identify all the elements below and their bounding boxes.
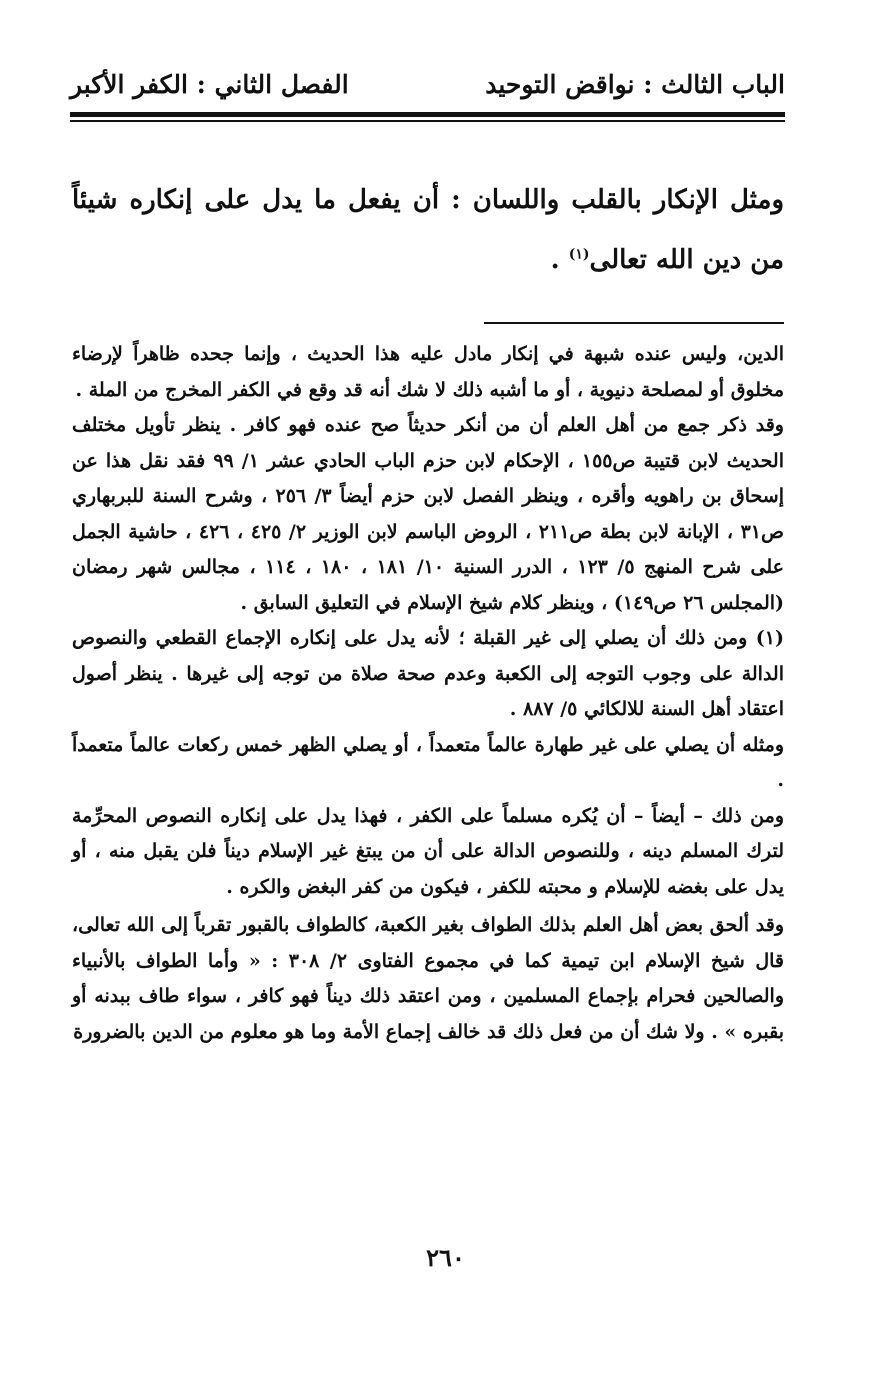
footnote-separator: [484, 322, 784, 324]
footnote-continuation-paragraph: وقد ذكر جمع من أهل العلم أن من أنكر حديثاً صح عنده فهو كافر . ينظر تأويل مختلف الحديث لابن قتيبة ص١٥٥ ، الإحكام لابن حزم الباب الحادي عشر ١/ ٩٩ فقد نقل هذا عن إسحاق بن راهويه وأقره ، وينظر الفصل لابن حزم أيضاً ٣/ ٢٥٦ ، وشرح السنة للبربهاري ص٣١ ، الإبانة لابن بطة ص٢١١ ، الروض الباسم لابن الوزير ٢/ ٤٢٥ ، ٤٢٦ ، حاشية الجمل على شرح المنهج ٥/ ١٢٣ ، الدرر السنية ١٠/ ١٨١ ، ١٨٠ ، ١١٤ ، مجالس شهر رمضان (المجلس ٢٦ ص١٤٩) ، وينظر كلام شيخ الإسلام في التعليق السابق .: [72, 414, 784, 614]
main-paragraph: ومثل الإنكار بالقلب واللسان : أن يفعل ما يدل على إنكاره شيئاً من دين الله تعالى: [72, 185, 784, 275]
main-body-text: [72, 170, 784, 290]
footnote-reference: (١): [568, 246, 590, 263]
header-chapter: الباب الثالث : نواقض التوحيد: [485, 70, 785, 99]
page-number: ٢٦٠: [426, 1243, 465, 1272]
header-rule-thin: [70, 120, 785, 122]
main-paragraph-end: .: [550, 245, 569, 275]
footnote-1-number: (١): [755, 627, 784, 649]
footnote-1-paragraph: ومن ذلك – أيضاً – أن يُكره مسلماً على الكفر ، فهذا يدل على إنكاره النصوص المحرِّمة لترك المسلم دينه ، وللنصوص الدالة على أن من يبتغ غير الإسلام ديناً فلن يقبل منه ، أو يدل على بغضه للإسلام و محبته للكفر ، فيكون من كفر البغض والكره .: [72, 804, 784, 898]
footnotes-area: [72, 337, 784, 1050]
footnote-continuation-paragraph: الدين، وليس عنده شبهة في إنكار مادل عليه هذا الحديث ، وإنما جحده ظاهراً لإرضاء مخلوق أو لمصلحة دنيوية ، أو ما أشبه ذلك لا شك أنه قد وقع في الكفر المخرج من الملة .: [72, 343, 784, 401]
running-header: [70, 66, 785, 110]
header-rule-thick: [70, 112, 785, 117]
header-section: الفصل الثاني : الكفر الأكبر: [70, 70, 349, 99]
footnote-1-paragraph: وقد ألحق بعض أهل العلم بذلك الطواف بغير الكعبة، كالطواف بالقبور تقرباً إلى الله تعالى، قال شيخ الإسلام ابن تيمية كما في مجموع الفتاوى ٢/ ٣٠٨ : « وأما الطواف بالأنبياء والصالحين فحرام بإجماع المسلمين ، ومن اعتقد ذلك ديناً فهو كافر ، سواء طاف ببدنه أو بقبره » . ولا شك أن من فعل ذلك قد خالف إجماع الأمة وما هو معلوم من الدين بالضرورة: [72, 914, 784, 1043]
footnote-1-text: ومن ذلك أن يصلي إلى غير القبلة ؛ لأنه يدل على إنكاره الإجماع القطعي والنصوص الدالة على وجوب التوجه إلى الكعبة وعدم صحة صلاة من توجه إلى غيرها . ينظر أصول اعتقاد أهل السنة للالكائي ٥/ ٨٨٧ .: [72, 627, 784, 720]
footnote-1-paragraph: ومثله أن يصلي على غير طهارة عالماً متعمداً ، أو يصلي الظهر خمس ركعات عالماً متعمداً .: [72, 733, 784, 791]
footnote-1-paragraph: [72, 621, 784, 728]
